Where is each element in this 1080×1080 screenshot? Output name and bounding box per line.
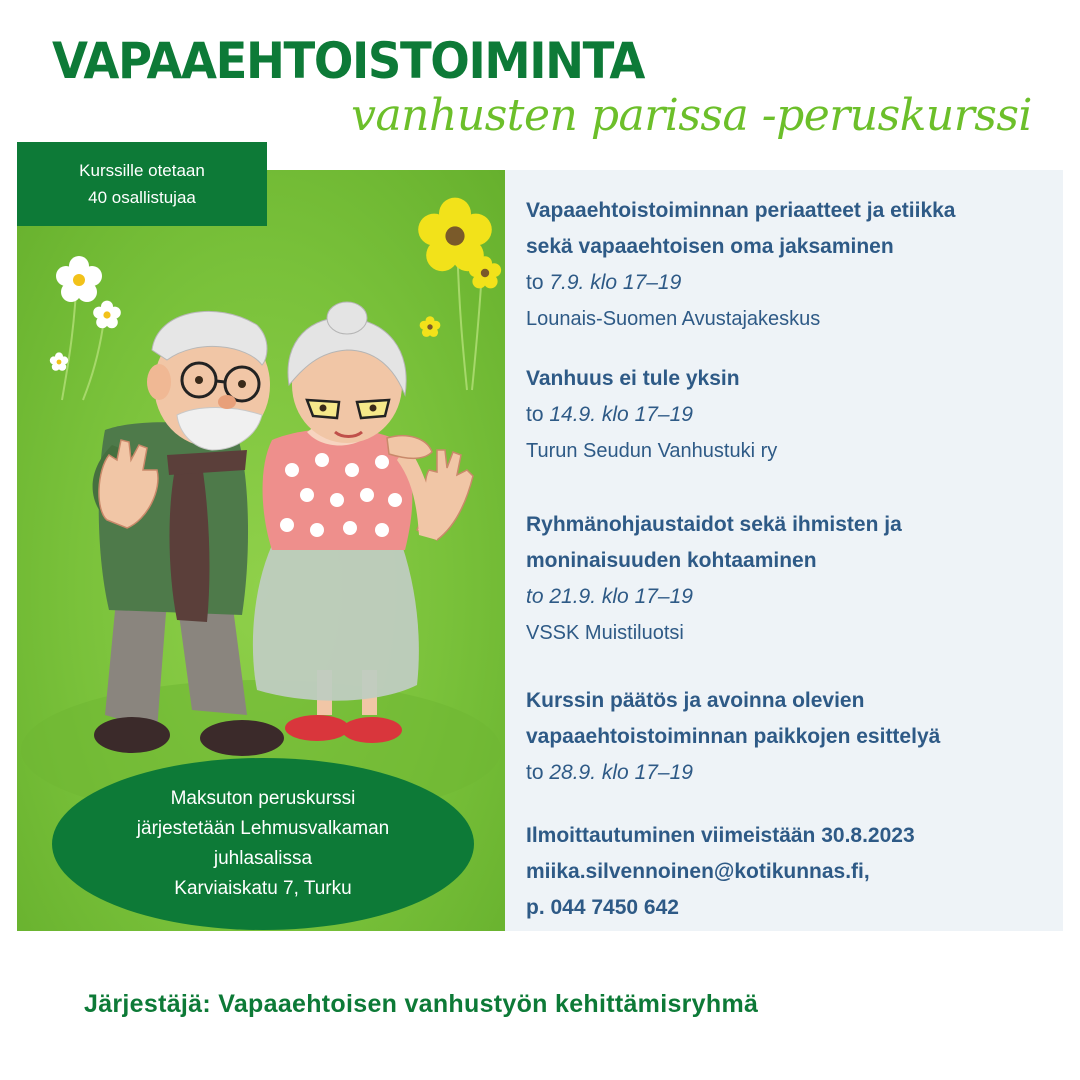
- session-1: [526, 193, 956, 337]
- session-datetime: 7.9. klo 17–19: [543, 271, 682, 294]
- registration-deadline: Ilmoittautuminen viimeistään 30.8.2023: [526, 824, 915, 847]
- session-title: moninaisuuden kohtaaminen: [526, 549, 817, 572]
- session-datetime: to 21.9. klo 17–19: [526, 585, 693, 608]
- badge-line: Kurssille otetaan: [79, 161, 205, 180]
- registration-email: miika.silvennoinen@kotikunnas.fi,: [526, 860, 870, 883]
- oval-line: Karviaiskatu 7, Turku: [174, 878, 352, 899]
- session-title: sekä vapaaehtoisen oma jaksaminen: [526, 235, 894, 258]
- session-time: [526, 579, 902, 615]
- session-2: [526, 361, 777, 469]
- session-day: to: [526, 271, 544, 294]
- session-title: Kurssin päätös ja avoinna olevien: [526, 689, 865, 712]
- oval-line: juhlasalissa: [213, 848, 313, 869]
- location-oval: [52, 758, 474, 930]
- participants-badge: [17, 142, 267, 226]
- session-place: VSSK Muistiluotsi: [526, 622, 684, 644]
- session-time: [526, 397, 777, 433]
- registration-info: [526, 818, 915, 926]
- session-title: Ryhmänohjaustaidot sekä ihmisten ja: [526, 513, 902, 536]
- session-4: [526, 683, 940, 791]
- session-title: vapaaehtoistoiminnan paikkojen esittelyä: [526, 725, 941, 748]
- page-subtitle: vanhusten parissa -peruskurssi: [351, 90, 1032, 141]
- session-day: to: [526, 761, 544, 784]
- page-title: VAPAAEHTOISTOIMINTA: [52, 32, 644, 90]
- registration-phone: p. 044 7450 642: [526, 896, 679, 919]
- flower-icon: [50, 256, 121, 400]
- oval-line: Maksuton peruskurssi: [170, 788, 356, 809]
- session-place: Lounais-Suomen Avustajakeskus: [526, 308, 821, 330]
- session-day: to: [526, 403, 544, 426]
- session-datetime: 14.9. klo 17–19: [543, 403, 693, 426]
- session-title: Vanhuus ei tule yksin: [526, 367, 740, 390]
- flower-icon: [418, 198, 501, 390]
- session-time: [526, 265, 956, 301]
- session-datetime: 28.9. klo 17–19: [543, 761, 693, 784]
- session-title: Vapaaehtoistoiminnan periaatteet ja etiikka: [526, 199, 956, 222]
- badge-line: 40 osallistujaa: [88, 188, 196, 207]
- organizer-footer: Järjestäjä: Vapaaehtoisen vanhustyön kehittämisryhmä: [84, 990, 759, 1018]
- session-place: Turun Seudun Vanhustuki ry: [526, 440, 778, 462]
- grandma-figure: [253, 302, 473, 743]
- oval-line: järjestetään Lehmusvalkaman: [136, 818, 390, 839]
- session-3: [526, 507, 902, 651]
- session-time: [526, 755, 940, 791]
